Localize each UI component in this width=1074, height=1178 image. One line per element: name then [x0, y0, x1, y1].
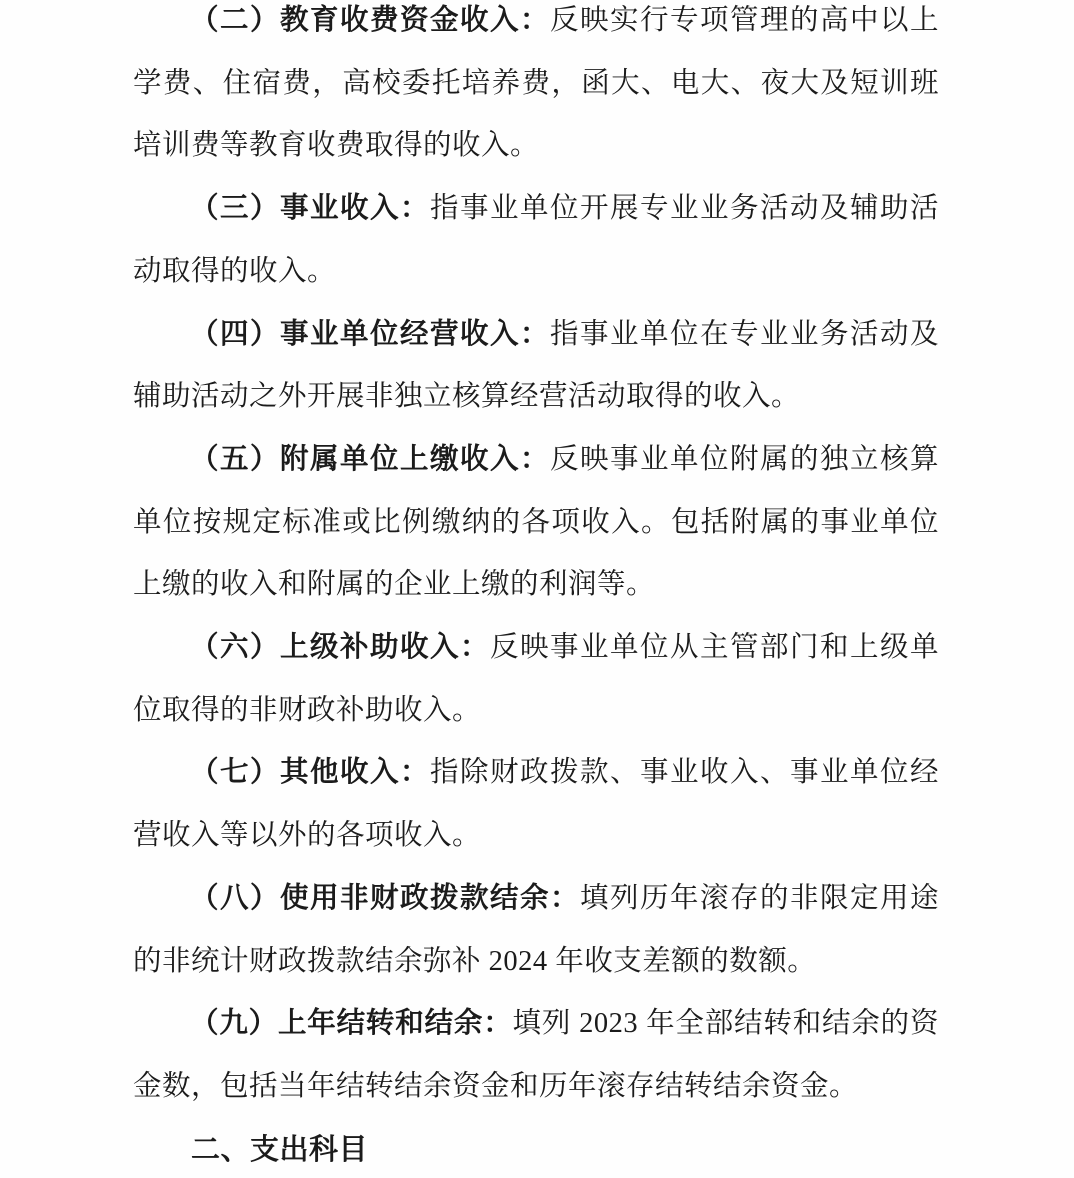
paragraph-education-fee-income — [133, 0, 939, 178]
paragraph-other-income — [133, 742, 939, 867]
paragraph-prior-year-carryover — [133, 993, 939, 1118]
paragraph-body: 反映事业单位附属的独立核算单位按规定标准或比例缴纳的各项收入。包括附属的事业单位上缴的收入和附属的企业上缴的利润等。 — [133, 443, 939, 601]
paragraph-operating-income — [133, 178, 939, 303]
paragraph-affiliated-unit-income — [133, 429, 939, 617]
paragraph-body: 反映实行专项管理的高中以上学费、住宿费，高校委托培养费，函大、电大、夜大及短训班培训费等教育收费取得的收入。 — [133, 5, 939, 162]
paragraph-body: 指事业单位在专业业务活动及辅助活动之外开展非独立核算经营活动取得的收入。 — [133, 318, 939, 413]
paragraph-head: （七）其他收入： — [190, 757, 430, 789]
paragraph-head: （五）附属单位上缴收入： — [190, 443, 550, 475]
paragraph-body: 填列 2023 年全部结转和结余的资金数，包括当年结转结余资金和历年滚存结转结余资金。 — [133, 1008, 939, 1102]
paragraph-body: 填列历年滚存的非限定用途的非统计财政拨款结余弥补 2024 年收支差额的数额。 — [133, 882, 939, 977]
section-heading-expenditure: 二、支出科目 — [191, 1133, 369, 1166]
paragraph-body: 指事业单位开展专业业务活动及辅助活动取得的收入。 — [133, 193, 939, 287]
paragraph-head: （四）事业单位经营收入： — [190, 318, 550, 350]
paragraph-head: （三）事业收入： — [190, 193, 430, 225]
paragraph-head: （八）使用非财政拨款结余： — [190, 882, 580, 914]
paragraph-head: （九）上年结转和结余： — [190, 1008, 513, 1040]
paragraph-head: （二）教育收费资金收入： — [190, 5, 550, 36]
paragraph-head: （六）上级补助收入： — [190, 632, 490, 664]
paragraph-body: 反映事业单位从主管部门和上级单位取得的非财政补助收入。 — [133, 632, 939, 726]
paragraph-body: 指除财政拨款、事业收入、事业单位经营收入等以外的各项收入。 — [133, 757, 939, 852]
paragraph-superior-subsidy-income — [133, 617, 939, 742]
paragraph-non-fiscal-balance — [133, 868, 939, 993]
paragraph-business-operating-income — [133, 304, 939, 429]
document-body — [133, 0, 939, 1178]
